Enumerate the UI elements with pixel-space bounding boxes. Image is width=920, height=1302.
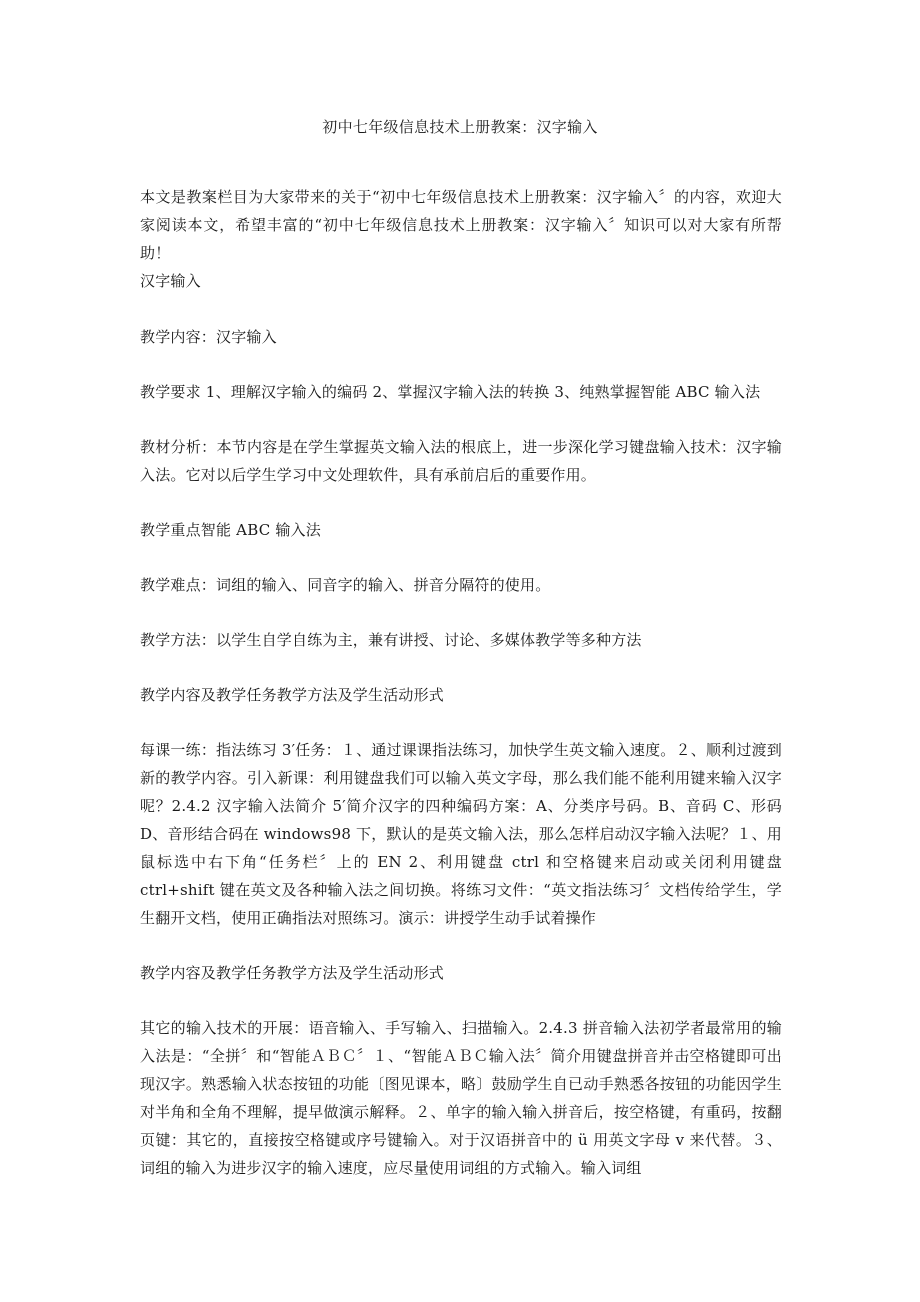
intro-paragraph: 本文是教案栏目为大家带来的关于“初中七年级信息技术上册教案：汉字输入〞的内容，欢迎大家阅读本文，希望丰富的“初中七年级信息技术上册教案：汉字输入〞知识可以对大家有所帮助！ <box>140 188 782 262</box>
teaching-focus: 教学重点智能 ABC 输入法 <box>140 521 321 539</box>
document-body <box>140 183 782 1182</box>
table-header-2: 教学内容及教学任务教学方法及学生活动形式 <box>140 964 445 982</box>
material-analysis: 教材分析：本节内容是在学生掌握英文输入法的根底上，进一步深化学习键盘输入技术：汉字输入法。它对以后学生学习中文处理软件，具有承前启后的重要作用。 <box>140 438 782 484</box>
section-heading: 汉字输入 <box>140 272 201 290</box>
teaching-requirements: 教学要求 1、理解汉字输入的编码 2、掌握汉字输入法的转换 3、纯熟掌握智能 ABC 输入法 <box>140 383 761 401</box>
lesson-part-2: 其它的输入技术的开展：语音输入、手写输入、扫描输入。2.4.3 拼音输入法初学者最常用的输入法是：“全拼〞和“智能ＡＢＣ〞１、“智能ＡＢＣ输入法〞简介用键盘拼音并击空格键即可出现汉字。熟悉输入状态按钮的功能〔图见课本，略〕鼓励学生自已动手熟悉各按钮的功能因学生对半角和全角不理解，提早做演示解释。２、单字的输入输入拼音后，按空格键，有重码，按翻页键：其它的，直接按空格键或序号键输入。对于汉语拼音中的 ü 用英文字母 v 来代替。３、词组的输入为进步汉字的输入速度，应尽量使用词组的方式输入。输入词组 <box>140 1019 782 1177</box>
teaching-difficulty: 教学难点：词组的输入、同音字的输入、拼音分隔符的使用。 <box>140 576 551 594</box>
document-title: 初中七年级信息技术上册教案：汉字输入 <box>322 118 598 136</box>
table-header-1: 教学内容及教学任务教学方法及学生活动形式 <box>140 686 445 704</box>
teaching-method: 教学方法：以学生自学自练为主，兼有讲授、讨论、多媒体教学等多种方法 <box>140 631 642 649</box>
lesson-part-1: 每课一练：指法练习 3′任务：１、通过课课指法练习，加快学生英文输入速度。２、顺利过渡到新的教学内容。引入新课：利用键盘我们可以输入英文字母，那么我们能不能利用键来输入汉字呢？2.4.2 汉字输入法简介 5′简介汉字的四种编码方案：A、分类序号码。B、音码 C、形码 D、音形结合码在 windows98 下，默认的是英文输入法，那么怎样启动汉字输入法呢？１、用鼠标选中右下角“任务栏〞上的 EN 2、利用键盘 ctrl 和空格键来启动或关闭利用键盘 ctrl+shift 键在英文及各种输入法之间切换。将练习文件：“英文指法练习〞文档传给学生，学生翻开文档，使用正确指法对照练习。演示：讲授学生动手试着操作 <box>140 741 782 927</box>
teaching-content: 教学内容：汉字输入 <box>140 328 277 346</box>
